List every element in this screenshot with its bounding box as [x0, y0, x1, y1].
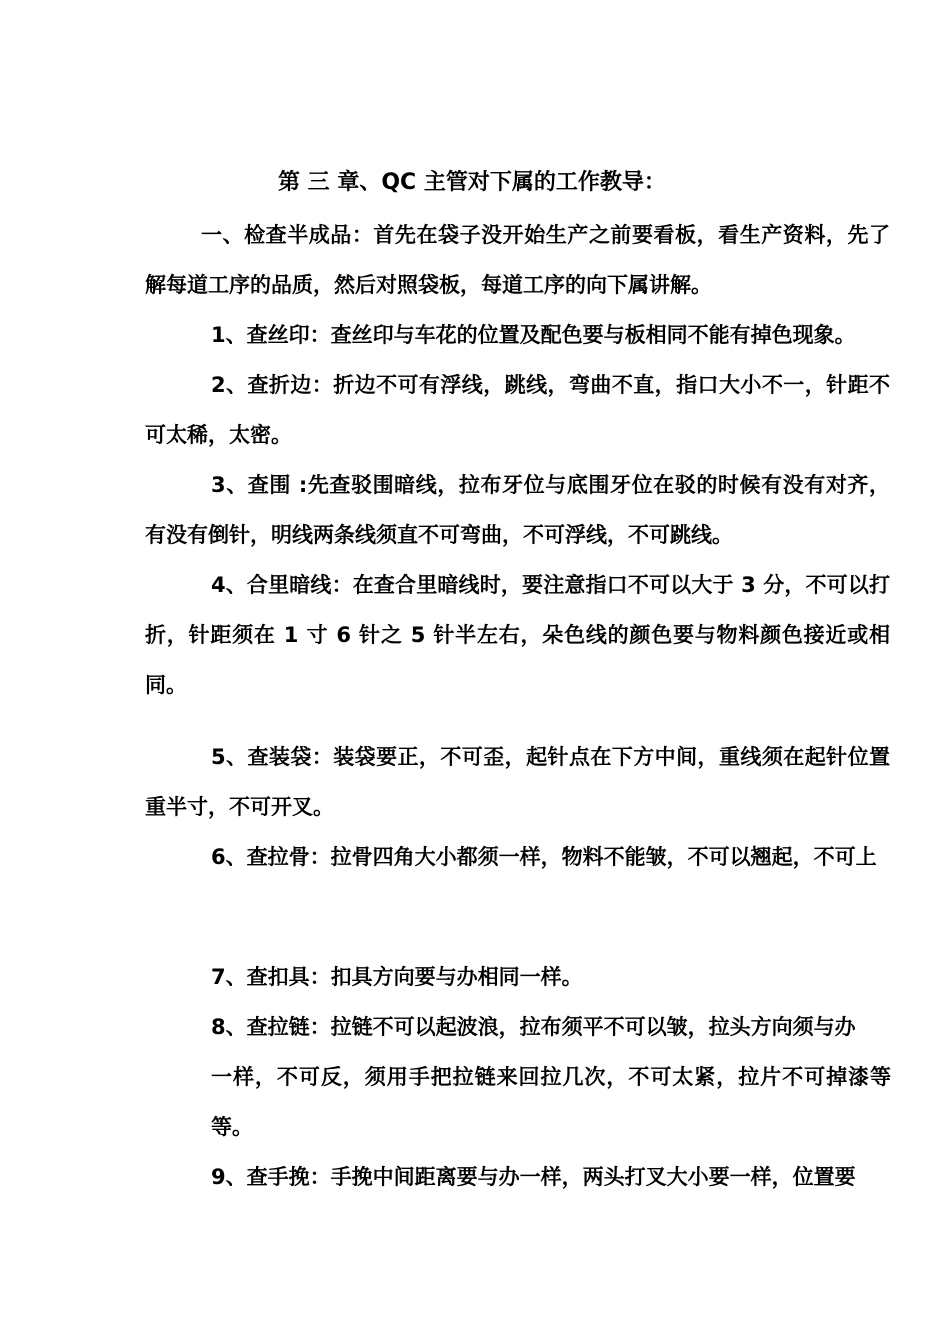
item-lining-seam: 4、合里暗线：在查合里暗线时，要注意指口不可以大于 3 分，不可以打折，针距须在 1 寸 6 针之 5 针半左右，朵色线的颜色要与物料颜色接近或相同。	[145, 573, 890, 697]
item-buckle: 7、查扣具：扣具方向要与办相同一样。	[211, 965, 583, 989]
intro-paragraph: 一、检查半成品：首先在袋子没开始生产之前要看板，看生产资料，先了解每道工序的品质，然后对照袋板，每道工序的向下属讲解。	[145, 223, 890, 297]
item-zipper: 8、查拉链：拉链不可以起波浪，拉布须平不可以皱，拉头方向须与办	[211, 1015, 856, 1039]
item-handle: 9、查手挽：手挽中间距离要与办一样，两头打叉大小要一样，位置要	[211, 1165, 856, 1189]
item-surround: 3、查围 :先查驳围暗线，拉布牙位与底围牙位在驳的时候有没有对齐，有没有倒针，明线两条线须直不可弯曲，不可浮线，不可跳线。	[145, 473, 890, 547]
chapter-title: 第 三 章、QC 主管对下属的工作教导：	[278, 170, 666, 195]
item-bag-assembly: 5、查装袋：装袋要正，不可歪，起针点在下方中间，重线须在起针位置重半寸，不可开叉。	[145, 745, 890, 819]
item-piping: 6、查拉骨：拉骨四角大小都须一样，物料不能皱，不可以翘起，不可上	[211, 845, 877, 869]
item-hem: 2、查折边：折边不可有浮线，跳线，弯曲不直，指口大小不一，针距不可太稀，太密。	[145, 373, 890, 447]
item-zipper-continued: 一样，不可反，须用手把拉链来回拉几次，不可太紧，拉片不可掉漆等等。	[211, 1065, 891, 1139]
item-silkscreen: 1、查丝印：查丝印与车花的位置及配色要与板相同不能有掉色现象。	[211, 323, 856, 347]
